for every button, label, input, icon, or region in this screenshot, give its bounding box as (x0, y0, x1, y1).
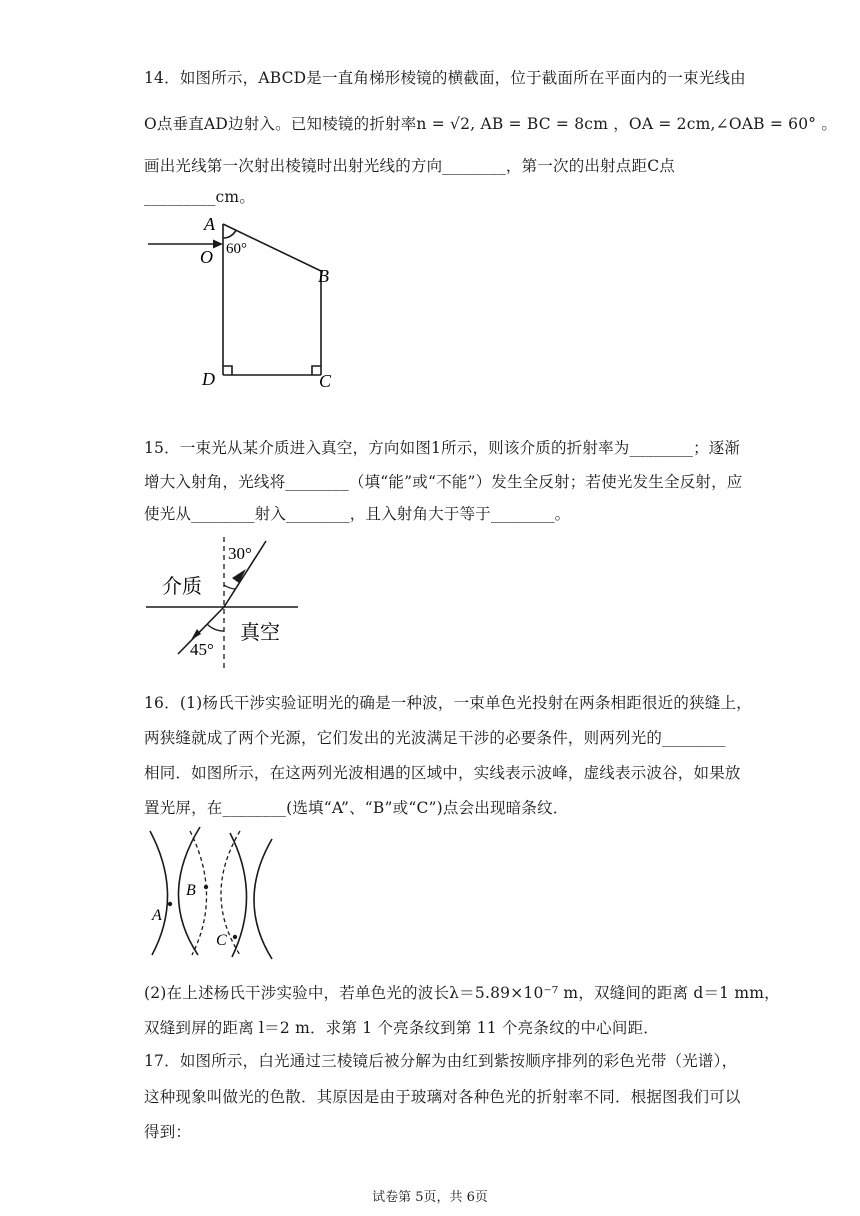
q15-line-2: 增大入射角，光线将________（填“能”或“不能”）发生全反射；若使光发生全反射，应 (144, 473, 743, 491)
q14-line-3: 画出光线第一次射出棱镜时出射光线的方向________，第一次的出射点距C点 (144, 157, 675, 175)
q15-line-3: 使光从________射入________，且入射角大于等于________。 (144, 505, 571, 523)
q16-line-3: 相同．如图所示，在这两列光波相遇的区域中，实线表示波峰，虚线表示波谷，如果放 (144, 764, 741, 782)
medium-label: 介质 (162, 576, 202, 598)
q16-part2-line-1: (2)在上述杨氏干涉实验中，若单色光的波长λ＝5.89×10⁻⁷ m，双缝间的距离 d＝1 mm， (144, 984, 780, 1002)
angle-arc-bottom (207, 624, 224, 631)
crest-arc-right-2 (254, 839, 272, 959)
q17-line-1: 17．如图所示，白光通过三棱镜后被分解为由红到紫按顺序排列的彩色光带（光谱）， (144, 1052, 738, 1070)
label-b: B (186, 882, 196, 899)
q14-line-2: O点垂直AD边射入。已知棱镜的折射率n = √2, AB = BC = 8cm ，OA = 2cm,∠OAB = 60° 。 (144, 115, 838, 133)
q15-refraction-figure (140, 533, 310, 673)
angle-top-label: 30° (228, 544, 252, 563)
page-footer: 试卷第 5页，共 6页 (372, 1190, 488, 1205)
right-angle-d (223, 366, 232, 375)
q17-line-3: 得到： (144, 1123, 192, 1141)
q16-interference-figure (140, 823, 280, 961)
angle-arc-top (224, 585, 236, 589)
q16-line-2: 两狭缝就成了两个光源，它们发出的光波满足干涉的必要条件，则两列光的________ (144, 729, 726, 747)
crest-arc-left-1 (150, 831, 168, 955)
label-o: O (200, 247, 213, 267)
q17-line-2: 这种现象叫做光的色散．其原因是由于玻璃对各种色光的折射率不同．根据图我们可以 (144, 1088, 741, 1106)
label-a: A (152, 907, 162, 924)
q14-line-1: 14．如图所示，ABCD是一直角梯形棱镜的横截面，位于截面所在平面内的一束光线由 (144, 69, 746, 87)
point-c-marker (233, 935, 237, 939)
q16-line-1: 16．(1)杨氏干涉实验证明光的确是一种波，一束单色光投射在两条相距很近的狭缝上， (144, 694, 752, 712)
point-a-marker (168, 902, 172, 906)
vacuum-label: 真空 (240, 622, 280, 644)
q15-line-1: 15．一束光从某介质进入真空，方向如图1所示，则该介质的折射率为________；逐渐 (144, 439, 741, 457)
q14-line-4: _________cm。 (144, 188, 256, 206)
angle-arc (223, 230, 236, 238)
crest-arc-left-2 (230, 833, 247, 957)
label-a: A (204, 214, 215, 234)
point-b-marker (204, 885, 208, 889)
angle-bottom-label: 45° (190, 640, 214, 659)
label-d: D (202, 369, 215, 389)
label-b: B (318, 266, 329, 286)
label-c: C (319, 371, 332, 391)
refracted-arrowhead (191, 629, 201, 640)
label-c: C (216, 932, 227, 949)
q14-trapezoid-figure (140, 212, 350, 392)
q16-line-4: 置光屏，在________(选填“A”、“B”或“C”)点会出现暗条纹． (144, 799, 569, 817)
q16-part2-line-2: 双缝到屏的距离 l＝2 m．求第 1 个亮条纹到第 11 个亮条纹的中心间距． (144, 1019, 659, 1037)
ray-arrowhead (213, 240, 223, 249)
angle-label: 60° (226, 241, 247, 257)
